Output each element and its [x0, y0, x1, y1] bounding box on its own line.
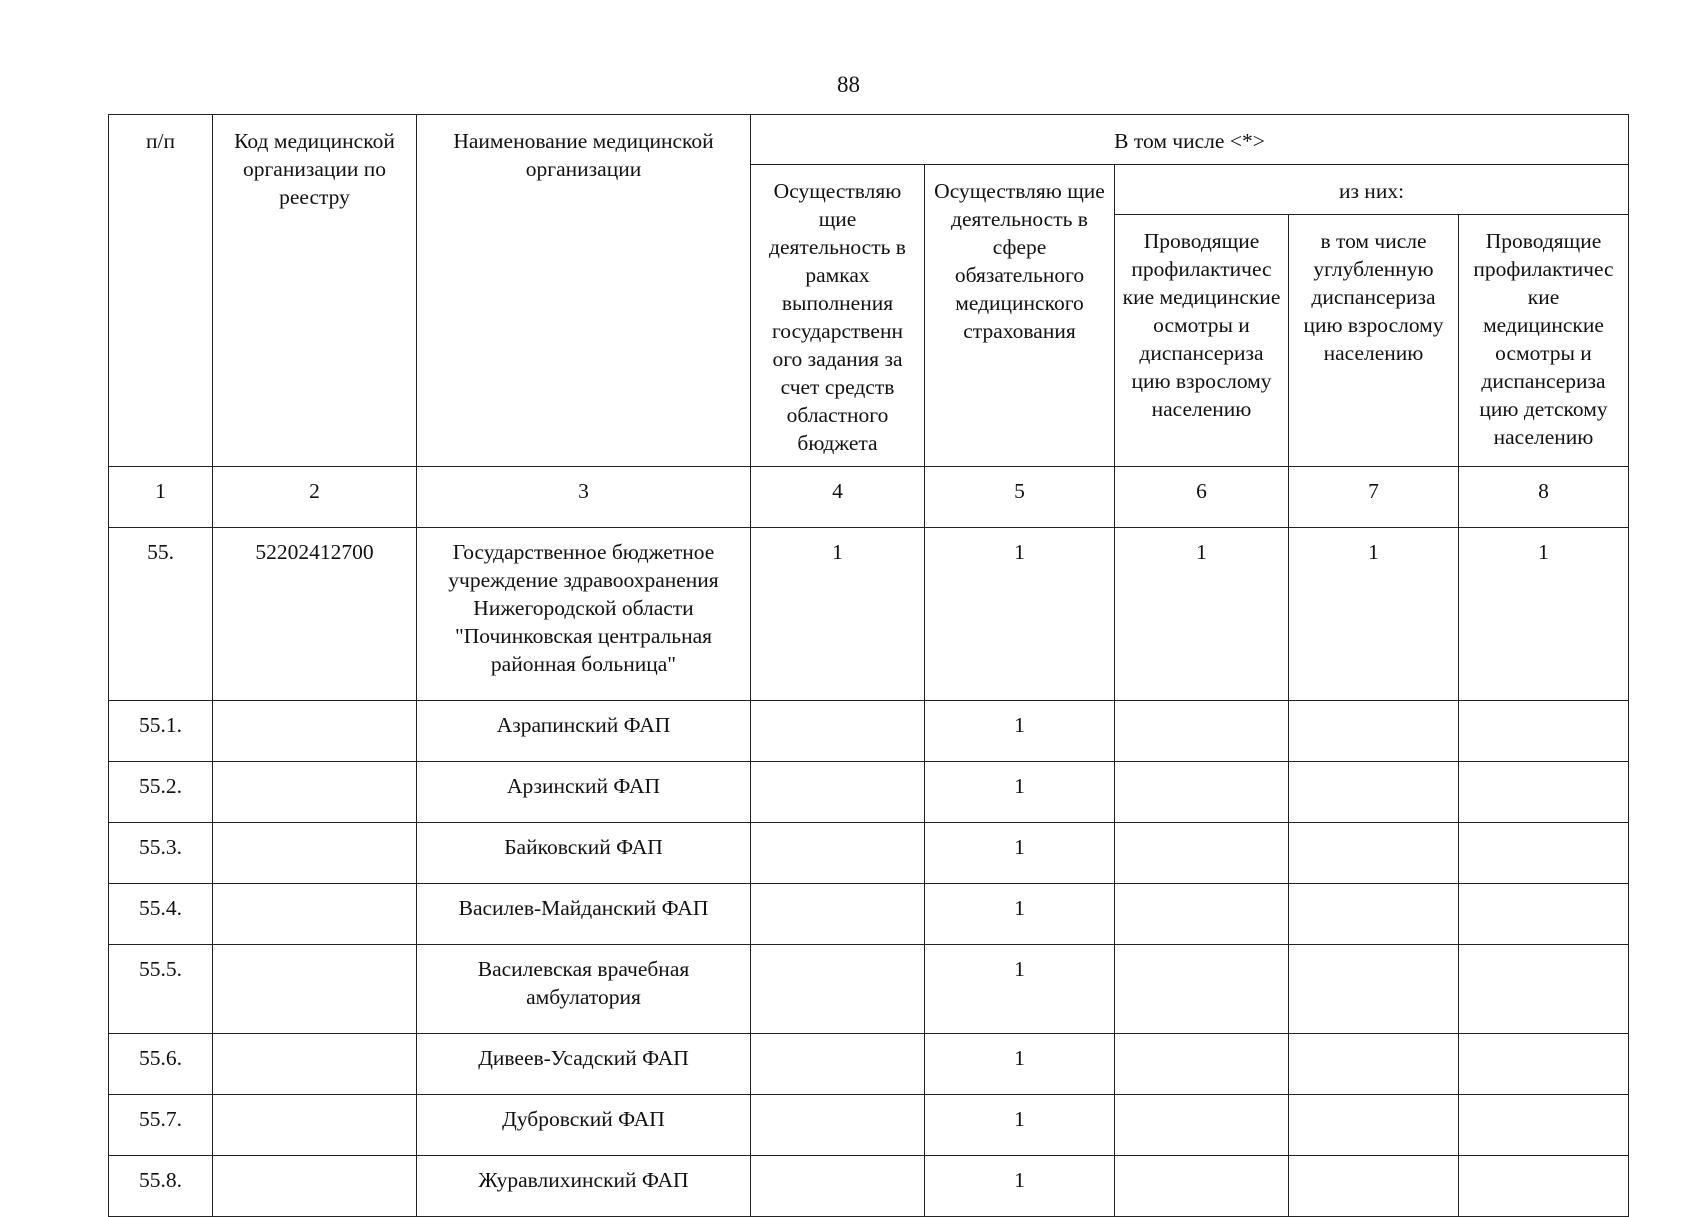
registry-code: [213, 1095, 417, 1156]
cell-adult-checkups: [1115, 945, 1289, 1034]
column-number: 5: [925, 467, 1115, 528]
organization-name: Арзинский ФАП: [417, 762, 751, 823]
cell-oms: 1: [925, 945, 1115, 1034]
cell-child-checkups: [1459, 1034, 1629, 1095]
registry-code: [213, 823, 417, 884]
column-number: 6: [1115, 467, 1289, 528]
cell-oms: 1: [925, 1156, 1115, 1217]
header-state-task: Осуществляю щие деятельность в рамках выполнения государственн ого задания за счет средств областного бюджета: [751, 165, 925, 467]
cell-adult-checkups: [1115, 1095, 1289, 1156]
header-adult-checkups: Проводящие профилактичес кие медицинские осмотры и диспансериза цию взрослому населению: [1115, 215, 1289, 467]
cell-in-depth-checkups: [1289, 701, 1459, 762]
registry-code: [213, 762, 417, 823]
column-number: 8: [1459, 467, 1629, 528]
header-in-depth-checkups: в том числе углубленную диспансериза цию взрослому населению: [1289, 215, 1459, 467]
registry-code: [213, 945, 417, 1034]
table-row: [109, 528, 1629, 701]
organization-name: Дивеев-Усадский ФАП: [417, 1034, 751, 1095]
organization-name: Азрапинский ФАП: [417, 701, 751, 762]
cell-oms: 1: [925, 823, 1115, 884]
row-number: 55.2.: [109, 762, 213, 823]
cell-oms: 1: [925, 1034, 1115, 1095]
cell-child-checkups: [1459, 1095, 1629, 1156]
cell-child-checkups: [1459, 945, 1629, 1034]
table-row: [109, 884, 1629, 945]
cell-state-task: [751, 945, 925, 1034]
cell-in-depth-checkups: [1289, 762, 1459, 823]
cell-in-depth-checkups: [1289, 945, 1459, 1034]
table-body: [109, 467, 1629, 1217]
cell-child-checkups: 1: [1459, 528, 1629, 701]
registry-code: [213, 701, 417, 762]
cell-state-task: [751, 823, 925, 884]
cell-oms: 1: [925, 528, 1115, 701]
cell-adult-checkups: [1115, 1156, 1289, 1217]
cell-child-checkups: [1459, 1156, 1629, 1217]
cell-child-checkups: [1459, 884, 1629, 945]
organization-name: Василевская врачебная амбулатория: [417, 945, 751, 1034]
header-child-checkups: Проводящие профилактичес кие медицинские осмотры и диспансериза цию детскому населению: [1459, 215, 1629, 467]
table-row: [109, 701, 1629, 762]
cell-adult-checkups: [1115, 884, 1289, 945]
column-number: 1: [109, 467, 213, 528]
table-row: [109, 1034, 1629, 1095]
cell-state-task: [751, 1156, 925, 1217]
cell-adult-checkups: [1115, 762, 1289, 823]
cell-in-depth-checkups: [1289, 1095, 1459, 1156]
cell-in-depth-checkups: [1289, 1156, 1459, 1217]
row-number: 55.5.: [109, 945, 213, 1034]
column-number: 4: [751, 467, 925, 528]
column-number: 3: [417, 467, 751, 528]
cell-state-task: [751, 701, 925, 762]
header-including-group: В том числе <*>: [751, 115, 1629, 165]
page-number: 88: [837, 72, 860, 97]
cell-state-task: 1: [751, 528, 925, 701]
row-number: 55.6.: [109, 1034, 213, 1095]
cell-adult-checkups: [1115, 701, 1289, 762]
organization-name: Журавлихинский ФАП: [417, 1156, 751, 1217]
cell-oms: 1: [925, 701, 1115, 762]
registry-code: [213, 884, 417, 945]
cell-state-task: [751, 1095, 925, 1156]
organization-name: Государственное бюджетное учреждение здравоохранения Нижегородской области "Починковская центральная районная больница": [417, 528, 751, 701]
header-of-them-group: из них:: [1115, 165, 1629, 215]
table-row: [109, 945, 1629, 1034]
cell-in-depth-checkups: [1289, 823, 1459, 884]
cell-child-checkups: [1459, 701, 1629, 762]
cell-in-depth-checkups: 1: [1289, 528, 1459, 701]
table-header: [109, 115, 1629, 467]
cell-state-task: [751, 884, 925, 945]
row-number: 55.8.: [109, 1156, 213, 1217]
cell-in-depth-checkups: [1289, 1034, 1459, 1095]
cell-adult-checkups: [1115, 823, 1289, 884]
cell-oms: 1: [925, 1095, 1115, 1156]
header-oms: Осуществляю щие деятельность в сфере обязательного медицинского страхования: [925, 165, 1115, 467]
organization-name: Байковский ФАП: [417, 823, 751, 884]
table-row: [109, 1095, 1629, 1156]
column-numbers-row: [109, 467, 1629, 528]
column-number: 2: [213, 467, 417, 528]
cell-child-checkups: [1459, 762, 1629, 823]
row-number: 55.: [109, 528, 213, 701]
row-number: 55.3.: [109, 823, 213, 884]
cell-in-depth-checkups: [1289, 884, 1459, 945]
table-row: [109, 762, 1629, 823]
medical-organizations-table: [108, 114, 1629, 1217]
header-registry-code: Код медицинской организации по реестру: [213, 115, 417, 467]
cell-state-task: [751, 762, 925, 823]
organization-name: Дубровский ФАП: [417, 1095, 751, 1156]
header-row-number: п/п: [109, 115, 213, 467]
cell-state-task: [751, 1034, 925, 1095]
row-number: 55.1.: [109, 701, 213, 762]
organization-name: Василев-Майданский ФАП: [417, 884, 751, 945]
cell-oms: 1: [925, 884, 1115, 945]
table-row: [109, 1156, 1629, 1217]
registry-code: 52202412700: [213, 528, 417, 701]
column-number: 7: [1289, 467, 1459, 528]
cell-adult-checkups: [1115, 1034, 1289, 1095]
header-organization-name: Наименование медицинской организации: [417, 115, 751, 467]
table-row: [109, 823, 1629, 884]
cell-child-checkups: [1459, 823, 1629, 884]
row-number: 55.7.: [109, 1095, 213, 1156]
row-number: 55.4.: [109, 884, 213, 945]
cell-adult-checkups: 1: [1115, 528, 1289, 701]
registry-code: [213, 1034, 417, 1095]
cell-oms: 1: [925, 762, 1115, 823]
registry-code: [213, 1156, 417, 1217]
